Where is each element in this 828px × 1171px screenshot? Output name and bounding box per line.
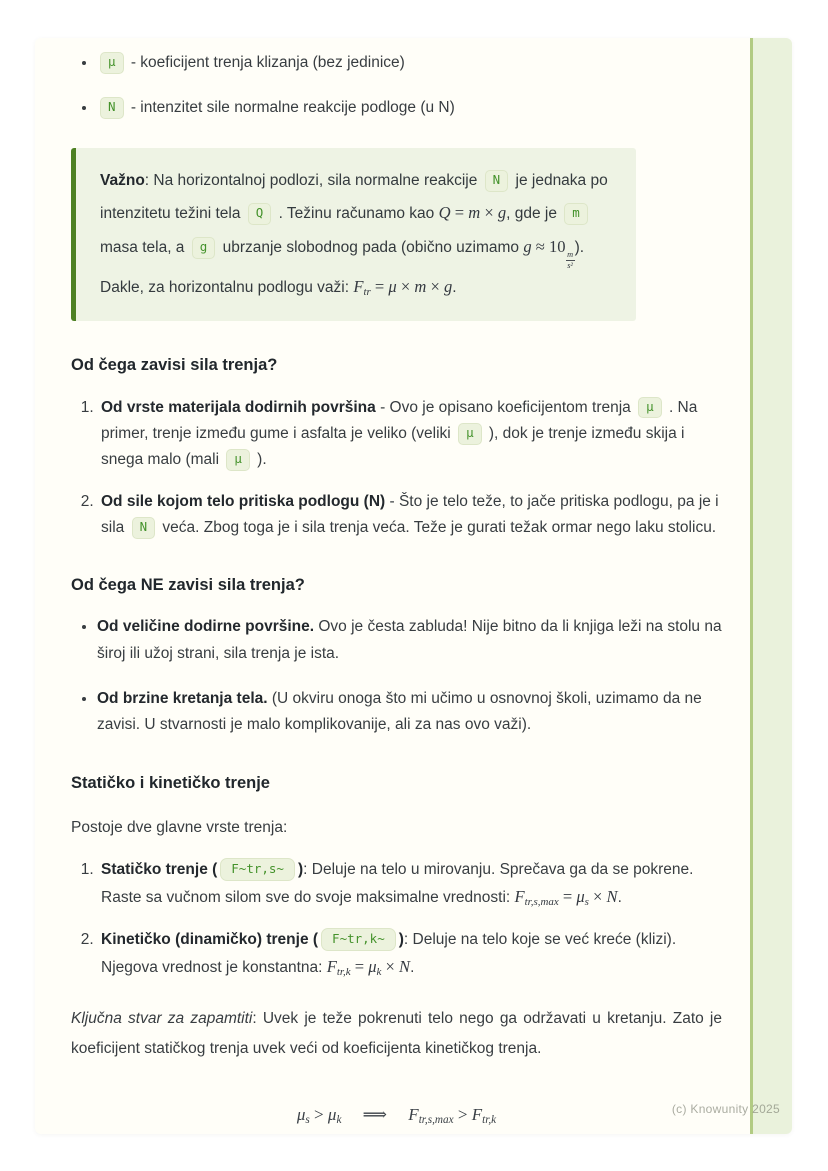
callout-text: Važno: Na horizontalnoj podlozi, sila normalne reakcije N je jednaka po intenzitetu težini tela Q . Težinu računamo kao Q = m × g, gde je m masa tela, a g ubrzanje slobodnog pada (obično uzimamo g ≈ 10 $\frac{m}{\text{s²}}$ ). Dakle, za horizontalnu podlogu važi: $F_{tr} = \mu \times m \times g$. <box>100 171 608 299</box>
inline-code-mu: μ <box>100 52 124 74</box>
inline-code-n: N <box>132 517 156 539</box>
inline-code-fts: F~tr,s~ <box>220 858 295 881</box>
list-item-text: - intenzitet sile normalne reakcije podloge (u N) <box>126 99 455 117</box>
inline-code-n: N <box>100 97 124 119</box>
list-item-lead: Od veličine dodirne površine. <box>97 618 315 636</box>
list-item-lead: Kinetičko (dinamičko) trenje ( <box>101 931 319 949</box>
list-item: 1. Statičko trenje ( F~tr,s~ ): Deluje na telo u mirovanju. Sprečava ga da se pokrene. Raste sa vučnom silom sve do svoje maksimalne vrednosti: $F_{tr,s,max} = \mu_s \times N$. <box>98 857 722 912</box>
inline-code-mu: μ <box>458 423 482 445</box>
display-formula: $\mu_s > \mu_k$ ⟹ $F_{tr,s,max} > F_{tr,k}$ <box>296 1104 497 1126</box>
list-item: • Od veličine dodirne površine. Ovo je česta zabluda! Nije bitno da li knjiga leži na stolu na široj ili užoj strani, sila trenja je ista. <box>97 614 722 667</box>
list-item <box>97 50 722 76</box>
inline-code-g: g <box>192 237 216 259</box>
document-page-card <box>35 38 792 1134</box>
inline-code-ftk: F~tr,k~ <box>321 928 396 951</box>
list-item <box>97 95 722 121</box>
inline-code-mu: μ <box>638 397 662 419</box>
list-item-lead: Od sile kojom telo pritiska podlogu (N) <box>101 492 386 510</box>
section-heading-zavisi: Od čega zavisi sila trenja? <box>71 356 278 375</box>
inline-code-n: N <box>485 170 509 192</box>
list-item: 2. Od sile kojom telo pritiska podlogu (N) - Što je telo teže, to jače pritiska podlogu, pa je i sila N veća. Zbog toga je i sila trenja veća. Teže je gurati težak ormar nego laku stolicu. <box>98 489 722 542</box>
list-item-lead-close: ) <box>297 861 304 879</box>
trenje-types-ordered-list <box>71 857 722 982</box>
inline-math-q-mg: Q = m × g <box>438 203 507 223</box>
ne-zavisi-bullet-list <box>71 614 722 738</box>
copyright-text: (c) Knowunity 2025 <box>671 1102 780 1116</box>
inline-code-m: m <box>564 203 588 225</box>
list-item-lead-close: ) <box>398 931 404 949</box>
key-note-lead: Ključna stvar za zapamtiti <box>71 1010 253 1028</box>
section-heading-ne-zavisi: Od čega NE zavisi sila trenja? <box>71 576 305 595</box>
section-heading-staticko: Statičko i kinetičko trenje <box>71 773 270 792</box>
list-item-lead: Statičko trenje ( <box>101 861 218 879</box>
list-item-lead: Od vrste materijala dodirnih površina <box>101 398 376 416</box>
inline-math-ftrsmax: $F_{tr,s,max} = \mu_s \times N$ <box>514 887 618 909</box>
symbol-legend-list <box>71 50 722 122</box>
list-item: • Od brzine kretanja tela. (U okviru onoga što mi učimo u osnovnoj školi, uzimamo da ne zavisi. U stvarnosti je malo komplikovanije, ali za nas ovo važi). <box>97 686 722 739</box>
list-item: 2. Kinetičko (dinamičko) trenje ( F~tr,k~ ): Deluje na telo koje se već kreće (klizi). Njegova vrednost je konstantna: $F_{tr,k} = \mu_k \times N$. <box>98 927 722 982</box>
list-item-text: - koeficijent trenja klizanja (bez jedinice) <box>126 54 405 71</box>
list-item: 1. Od vrste materijala dodirnih površina - Ovo je opisano koeficijentom trenja μ . Na primer, trenje između gume i asfalta je veliko (veliki μ ), dok je trenje između skija i snega malo (mali μ ). <box>98 395 722 474</box>
intro-paragraph: Postoje dve glavne vrste trenja: <box>71 818 288 836</box>
inline-math-ftrk: $F_{tr,k} = \mu_k \times N$ <box>326 957 411 979</box>
key-note-paragraph: Ključna stvar za zapamtiti: Uvek je teže pokrenuti telo nego ga održavati u kretanju. Zato je koeficijent statičkog trenja uvek veći od koeficijenta kinetičkog trenja. <box>71 1010 722 1058</box>
important-callout <box>71 148 636 322</box>
zavisi-ordered-list <box>71 395 722 542</box>
document-content <box>35 38 792 1130</box>
inline-math-g-approx: g ≈ 10 $\frac{m}{\text{s²}}$ <box>523 237 574 270</box>
list-item-lead: Od brzine kretanja tela. <box>97 689 268 707</box>
callout-lead: Važno <box>100 171 145 189</box>
inline-math-ftr: $F_{tr} = \mu \times m \times g$ <box>353 277 453 299</box>
inline-code-q: Q <box>248 203 272 225</box>
inline-code-mu: μ <box>226 449 250 471</box>
